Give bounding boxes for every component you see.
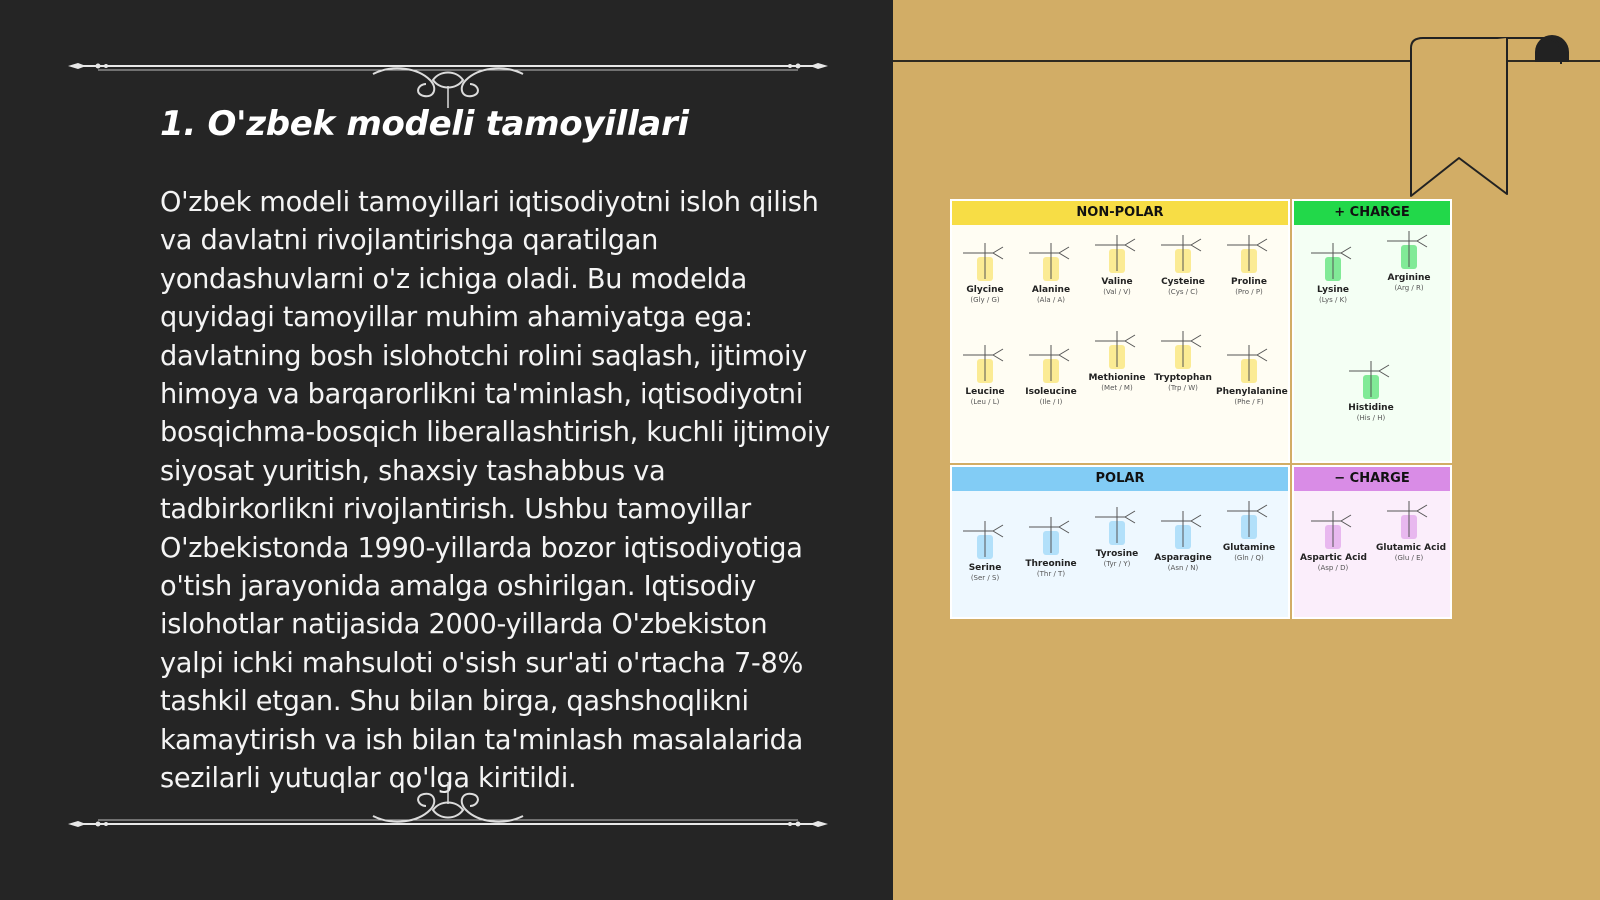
amino-acid-abbreviation: (Gln / Q): [1234, 554, 1264, 562]
molecule-structure-icon: [957, 517, 1013, 561]
molecule-structure-icon: [1023, 239, 1079, 283]
molecule-structure-icon: [1023, 341, 1079, 385]
amino-acid-name: Valine: [1101, 277, 1133, 287]
amino-acid-name: Glutamine: [1222, 543, 1276, 553]
amino-acid-phenylalanine: [1216, 341, 1288, 406]
amino-acid-name: Serine: [968, 563, 1002, 573]
amino-acid-asparagine: [1150, 507, 1216, 572]
amino-acid-tryptophan: [1150, 327, 1216, 392]
amino-acid-proline: [1216, 231, 1282, 296]
molecule-structure-icon: [1305, 239, 1361, 283]
amino-acid-abbreviation: (Cys / C): [1168, 288, 1198, 296]
amino-acid-histidine: [1338, 357, 1404, 422]
amino-acid-serine: [952, 517, 1018, 582]
amino-acid-abbreviation: (Arg / R): [1394, 284, 1424, 292]
amino-acid-valine: [1084, 231, 1150, 296]
slide-body-text: O'zbek modeli tamoyillari iqtisodiyotni isloh qilish va davlatni rivojlantirishga qaratilgan yondashuvlarni o'z ichiga oladi. Bu modelda quyidagi tamoyillar muhim ahamiyatga ega: davlatning bosh islohotchi rolini saqlash, ijtimoiy himoya va barqarorlikni ta'minlash, iqtisodiyotni bosqichma-bosqich liberallashtirish, kuchli ijtimoiy siyosat yuritish, shaxsiy tashabbus va tadbirkorlikni rivojlantirish. Ushbu tamoyillar O'zbekistonda 1990-yillarda bozor iqtisodiyotiga o'tish jarayonida amalga oshirilgan. Iqtisodiy islohotlar natijasida 2000-yillarda O'zbekiston yalpi ichki mahsuloti o'sish sur'ati o'rtacha 7-8% tashkil etgan. Shu bilan birga, qashshoqlikni kamaytirish va ish bilan ta'minlash masalalarida sezilarli yutuqlar qo'lga kiritildi.: [160, 187, 830, 795]
molecule-structure-icon: [1155, 507, 1211, 551]
amino-acid-name: Threonine: [1025, 559, 1077, 569]
negative-charge-panel: [1292, 465, 1452, 619]
amino-acid-chart: [950, 199, 1450, 617]
amino-acid-cysteine: [1150, 231, 1216, 296]
amino-acid-name: Arginine: [1387, 273, 1431, 283]
negative-charge-header: − CHARGE: [1294, 467, 1450, 491]
molecule-structure-icon: [1305, 507, 1361, 551]
nonpolar-panel: [950, 199, 1290, 463]
amino-acid-abbreviation: (Trp / W): [1168, 384, 1198, 392]
amino-acid-methionine: [1084, 327, 1150, 392]
molecule-structure-icon: [1381, 227, 1437, 271]
molecule-structure-icon: [1089, 327, 1145, 371]
amino-acid-glutamic-acid: [1376, 497, 1447, 562]
polar-header: POLAR: [952, 467, 1288, 491]
amino-acid-name: Histidine: [1348, 403, 1394, 413]
amino-acid-glycine: [952, 239, 1018, 304]
amino-acid-name: Asparagine: [1154, 553, 1212, 563]
amino-acid-abbreviation: (Val / V): [1103, 288, 1131, 296]
molecule-structure-icon: [1221, 497, 1277, 541]
amino-acid-name: Phenylalanine: [1216, 387, 1288, 397]
amino-acid-aspartic-acid: [1300, 507, 1366, 572]
amino-acid-glutamine: [1216, 497, 1282, 562]
amino-acid-name: Tryptophan: [1154, 373, 1212, 383]
molecule-structure-icon: [1221, 341, 1277, 385]
amino-acid-abbreviation: (Thr / T): [1036, 570, 1066, 578]
molecule-structure-icon: [1343, 357, 1399, 401]
amino-acid-name: Cysteine: [1161, 277, 1205, 287]
molecule-structure-icon: [1155, 231, 1211, 275]
amino-acid-name: Glutamic Acid: [1376, 543, 1447, 553]
amino-acid-abbreviation: (Ser / S): [970, 574, 1000, 582]
polar-panel: [950, 465, 1290, 619]
amino-acid-name: Aspartic Acid: [1300, 553, 1367, 563]
molecule-structure-icon: [1023, 513, 1079, 557]
top-ornament-divider: [68, 50, 828, 110]
amino-acid-abbreviation: (Lys / K): [1319, 296, 1347, 304]
amino-acid-lysine: [1300, 239, 1366, 304]
bottom-ornament-divider: [68, 778, 828, 838]
molecule-structure-icon: [1155, 327, 1211, 371]
molecule-structure-icon: [957, 239, 1013, 283]
amino-acid-abbreviation: (Gly / G): [970, 296, 1000, 304]
amino-acid-threonine: [1018, 513, 1084, 578]
molecule-structure-icon: [1089, 503, 1145, 547]
amino-acid-tyrosine: [1084, 503, 1150, 568]
amino-acid-abbreviation: (Glu / E): [1394, 554, 1424, 562]
amino-acid-name: Methionine: [1088, 373, 1146, 383]
amino-acid-name: Proline: [1231, 277, 1267, 287]
amino-acid-abbreviation: (Phe / F): [1234, 398, 1264, 406]
amino-acid-name: Leucine: [965, 387, 1005, 397]
amino-acid-name: Tyrosine: [1095, 549, 1139, 559]
amino-acid-arginine: [1376, 227, 1442, 292]
molecule-structure-icon: [1381, 497, 1437, 541]
positive-charge-header: + CHARGE: [1294, 201, 1450, 225]
molecule-structure-icon: [957, 341, 1013, 385]
amino-acid-leucine: [952, 341, 1018, 406]
amino-acid-name: Isoleucine: [1025, 387, 1077, 397]
amino-acid-name: Glycine: [966, 285, 1004, 295]
amino-acid-alanine: [1018, 239, 1084, 304]
amino-acid-abbreviation: (Ile / I): [1039, 398, 1063, 406]
amino-acid-name: Alanine: [1031, 285, 1071, 295]
amino-acid-abbreviation: (Ala / A): [1036, 296, 1066, 304]
positive-charge-panel: [1292, 199, 1452, 463]
nonpolar-header: NON-POLAR: [952, 201, 1288, 225]
slide-title: 1. O'zbek modeli tamoyillari: [160, 104, 689, 144]
amino-acid-abbreviation: (Asp / D): [1317, 564, 1349, 572]
amino-acid-abbreviation: (Tyr / Y): [1103, 560, 1131, 568]
molecule-structure-icon: [1221, 231, 1277, 275]
bookmark-ribbon-icon: [1393, 34, 1593, 204]
amino-acid-abbreviation: (Met / M): [1101, 384, 1133, 392]
amino-acid-abbreviation: (Asn / N): [1167, 564, 1199, 572]
amino-acid-abbreviation: (His / H): [1356, 414, 1386, 422]
molecule-structure-icon: [1089, 231, 1145, 275]
amino-acid-abbreviation: (Leu / L): [970, 398, 1000, 406]
amino-acid-name: Lysine: [1317, 285, 1349, 295]
amino-acid-isoleucine: [1018, 341, 1084, 406]
amino-acid-abbreviation: (Pro / P): [1235, 288, 1263, 296]
